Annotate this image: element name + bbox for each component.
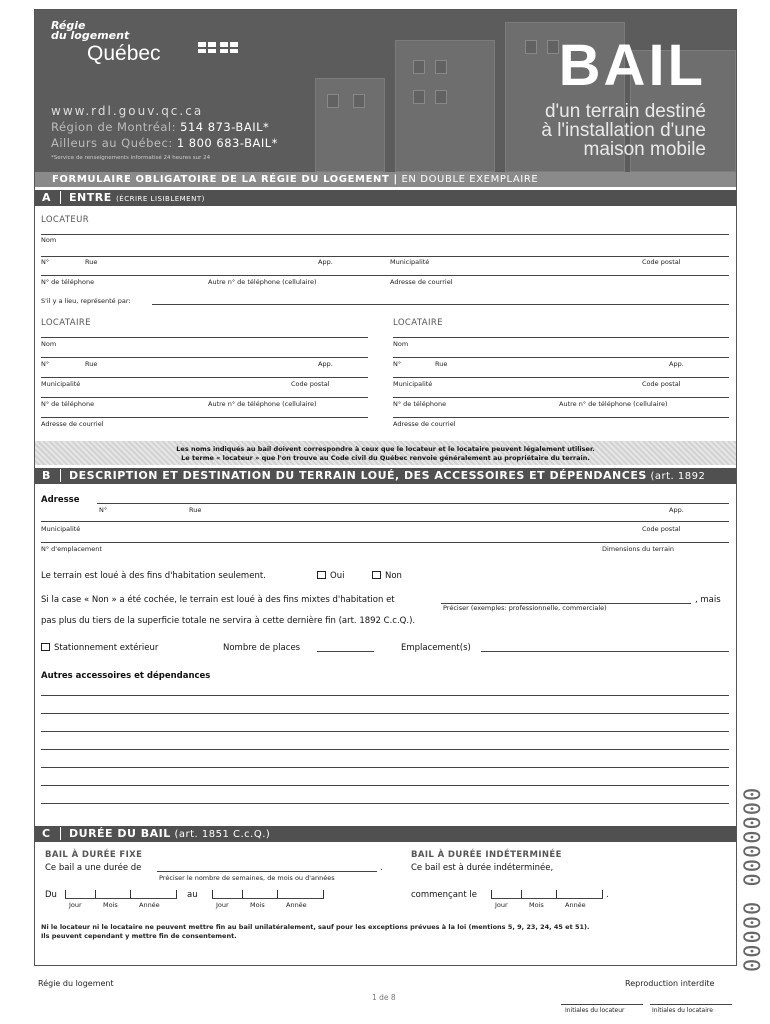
form-title: BAIL bbox=[558, 33, 706, 98]
label: Mois bbox=[250, 901, 265, 909]
stationnement-checkbox[interactable]: Stationnement extérieur bbox=[41, 643, 158, 653]
label: Rue bbox=[435, 360, 448, 368]
label: Autre n° de téléphone (cellulaire) bbox=[559, 400, 668, 408]
label: Jour bbox=[495, 901, 508, 909]
label: Initiales du locateur bbox=[565, 1007, 625, 1014]
fixe-heading: BAIL À DURÉE FIXE bbox=[45, 850, 143, 860]
label: Code postal bbox=[642, 380, 681, 388]
autres-line[interactable] bbox=[41, 749, 729, 750]
locateur-heading: LOCATEUR bbox=[41, 215, 90, 225]
label: N° bbox=[393, 360, 402, 368]
label: N° d'emplacement bbox=[41, 545, 102, 553]
phone-montreal: Région de Montréal: 514 873-BAIL* bbox=[51, 120, 270, 134]
representant-field[interactable] bbox=[152, 304, 729, 305]
label: Année bbox=[565, 901, 586, 909]
initiales-locateur-field[interactable] bbox=[561, 1004, 643, 1005]
label: N° de téléphone bbox=[41, 400, 95, 408]
autres-line[interactable] bbox=[41, 803, 729, 804]
label: App. bbox=[318, 360, 333, 368]
oui-checkbox[interactable]: Oui bbox=[317, 571, 344, 581]
label: Mois bbox=[529, 901, 544, 909]
locataire-1-nom-field[interactable] bbox=[41, 337, 368, 338]
label: N° de téléphone bbox=[393, 400, 447, 408]
label: Nom bbox=[393, 340, 409, 348]
building-illustration bbox=[315, 78, 385, 172]
label: Préciser (exemples: professionnelle, commerciale) bbox=[443, 604, 607, 612]
autres-line[interactable] bbox=[41, 695, 729, 696]
label: Rue bbox=[189, 506, 202, 514]
autres-line[interactable] bbox=[41, 785, 729, 786]
service-note: *Service de renseignements informatisé 24 heures sur 24 bbox=[51, 155, 211, 161]
form-subtitle: d'un terrain destiné à l'installation d'une maison mobile bbox=[541, 101, 706, 160]
label: N° bbox=[41, 258, 50, 266]
label: Jour bbox=[69, 901, 82, 909]
label: Adresse de courriel bbox=[41, 420, 104, 428]
label: Emplacement(s) bbox=[401, 643, 471, 653]
label: Code postal bbox=[642, 525, 681, 533]
date-fin-field[interactable] bbox=[212, 898, 324, 899]
locataire-1-heading: LOCATAIRE bbox=[41, 318, 91, 328]
label: S'il y a lieu, représenté par: bbox=[41, 297, 131, 305]
website-url[interactable]: www.rdl.gouv.qc.ca bbox=[51, 104, 204, 118]
label: Nombre de places bbox=[223, 643, 301, 653]
label: Rue bbox=[85, 258, 98, 266]
logo-text: Régie du logement bbox=[51, 19, 130, 42]
indet-heading: BAIL À DURÉE INDÉTERMINÉE bbox=[411, 850, 562, 860]
label: Municipalité bbox=[393, 380, 433, 388]
label: Ce bail a une durée de bbox=[45, 863, 142, 873]
label: Ce bail est à durée indéterminée, bbox=[411, 863, 554, 873]
label: N° de téléphone bbox=[41, 278, 95, 286]
label: Code postal bbox=[291, 380, 330, 388]
label: Année bbox=[286, 901, 307, 909]
label: Ils peuvent cependant y mettre fin de consentement. bbox=[41, 932, 237, 940]
duree-field[interactable] bbox=[157, 871, 377, 872]
label: Rue bbox=[85, 360, 98, 368]
phone-quebec: Ailleurs au Québec: 1 800 683-BAIL* bbox=[51, 136, 278, 150]
date-indet-field[interactable] bbox=[491, 898, 603, 899]
label: . bbox=[380, 863, 383, 873]
label: . bbox=[606, 890, 609, 900]
footer-left: Régie du logement bbox=[38, 979, 114, 988]
quebec-logo: Québec bbox=[87, 42, 161, 65]
label: Si la case « Non » a été cochée, le terrain est loué à des fins mixtes d'habitation et bbox=[41, 595, 395, 605]
footer-right: Reproduction interdite bbox=[625, 979, 715, 988]
adresse-label: Adresse bbox=[41, 495, 80, 505]
label: App. bbox=[669, 506, 684, 514]
header-banner bbox=[35, 10, 736, 172]
label: Du bbox=[45, 890, 57, 900]
label: App. bbox=[669, 360, 684, 368]
label: Dimensions du terrain bbox=[602, 545, 675, 553]
section-c-header: C DURÉE DU BAIL (art. 1851 C.c.Q.) bbox=[35, 826, 736, 842]
label: Jour bbox=[216, 901, 229, 909]
label: au bbox=[187, 890, 198, 900]
locateur-phone-field[interactable] bbox=[41, 275, 729, 276]
label: , mais bbox=[695, 595, 721, 605]
terrain-address-field[interactable] bbox=[97, 503, 729, 504]
places-field[interactable] bbox=[317, 651, 374, 652]
emplacements-field[interactable] bbox=[481, 651, 729, 652]
label: Préciser le nombre de semaines, de mois ou d'années bbox=[159, 874, 335, 882]
locataire-2-nom-field[interactable] bbox=[393, 337, 729, 338]
habitation-label: Le terrain est loué à des fins d'habitation seulement. bbox=[41, 571, 266, 581]
serial-number: 00000 0000000 bbox=[741, 786, 766, 972]
section-b-header: B DESCRIPTION ET DESTINATION DU TERRAIN LOUÉ, DES ACCESSOIRES ET DÉPENDANCES (art. 1892 C.c.Q.) bbox=[35, 468, 736, 484]
date-debut-field[interactable] bbox=[65, 898, 177, 899]
label: Mois bbox=[103, 901, 118, 909]
autres-line[interactable] bbox=[41, 713, 729, 714]
label: N° bbox=[41, 360, 50, 368]
label: Année bbox=[139, 901, 160, 909]
termination-warning: Ni le locateur ni le locataire ne peuvent mettre fin au bail unilatéralement, sauf pour les exceptions prévues à la loi (mentions 5, 9, 23, 24, 45 et 51). bbox=[41, 923, 590, 931]
label: commençant le bbox=[411, 890, 477, 900]
label: Autre n° de téléphone (cellulaire) bbox=[208, 278, 317, 286]
mandatory-strip: FORMULAIRE OBLIGATOIRE DE LA RÉGIE DU LOGEMENT | EN DOUBLE EXEMPLAIRE bbox=[35, 172, 736, 187]
label: Nom bbox=[41, 340, 57, 348]
label: Municipalité bbox=[41, 525, 81, 533]
label: Adresse de courriel bbox=[393, 420, 456, 428]
label: Code postal bbox=[642, 258, 681, 266]
label: pas plus du tiers de la superficie totale ne servira à cette dernière fin (art. 1892 C.c.Q.). bbox=[41, 616, 416, 626]
locataire-2-heading: LOCATAIRE bbox=[393, 318, 443, 328]
page-number: 1 de 8 bbox=[372, 993, 396, 1002]
autres-line[interactable] bbox=[41, 767, 729, 768]
locateur-nom-label: Nom bbox=[41, 236, 57, 244]
label: Autre n° de téléphone (cellulaire) bbox=[208, 400, 317, 408]
lease-form bbox=[34, 9, 737, 966]
quebec-flag-icon bbox=[198, 42, 216, 53]
legal-names-notice: Les noms indiqués au bail doivent correspondre à ceux que le locateur et le locataire peuvent légalement utiliser. Le terme « locateur » que l'on trouve au Code civil du Québec renvoie généralement au propriétaire du terrain. bbox=[35, 441, 736, 465]
label: Autres accessoires et dépendances bbox=[41, 671, 211, 681]
quebec-flag-icon bbox=[220, 42, 238, 53]
label: Municipalité bbox=[41, 380, 81, 388]
label: App. bbox=[318, 258, 333, 266]
locateur-address-field[interactable] bbox=[41, 256, 729, 257]
label: N° bbox=[99, 506, 108, 514]
non-checkbox[interactable]: Non bbox=[372, 571, 402, 581]
label: Adresse de courriel bbox=[390, 278, 453, 286]
section-a-header: A ENTRE (ÉCRIRE LISIBLEMENT) bbox=[35, 190, 736, 206]
autres-line[interactable] bbox=[41, 731, 729, 732]
initiales-locataire-field[interactable] bbox=[650, 1004, 732, 1005]
label: Initiales du locataire bbox=[652, 1007, 713, 1014]
label: Municipalité bbox=[390, 258, 430, 266]
